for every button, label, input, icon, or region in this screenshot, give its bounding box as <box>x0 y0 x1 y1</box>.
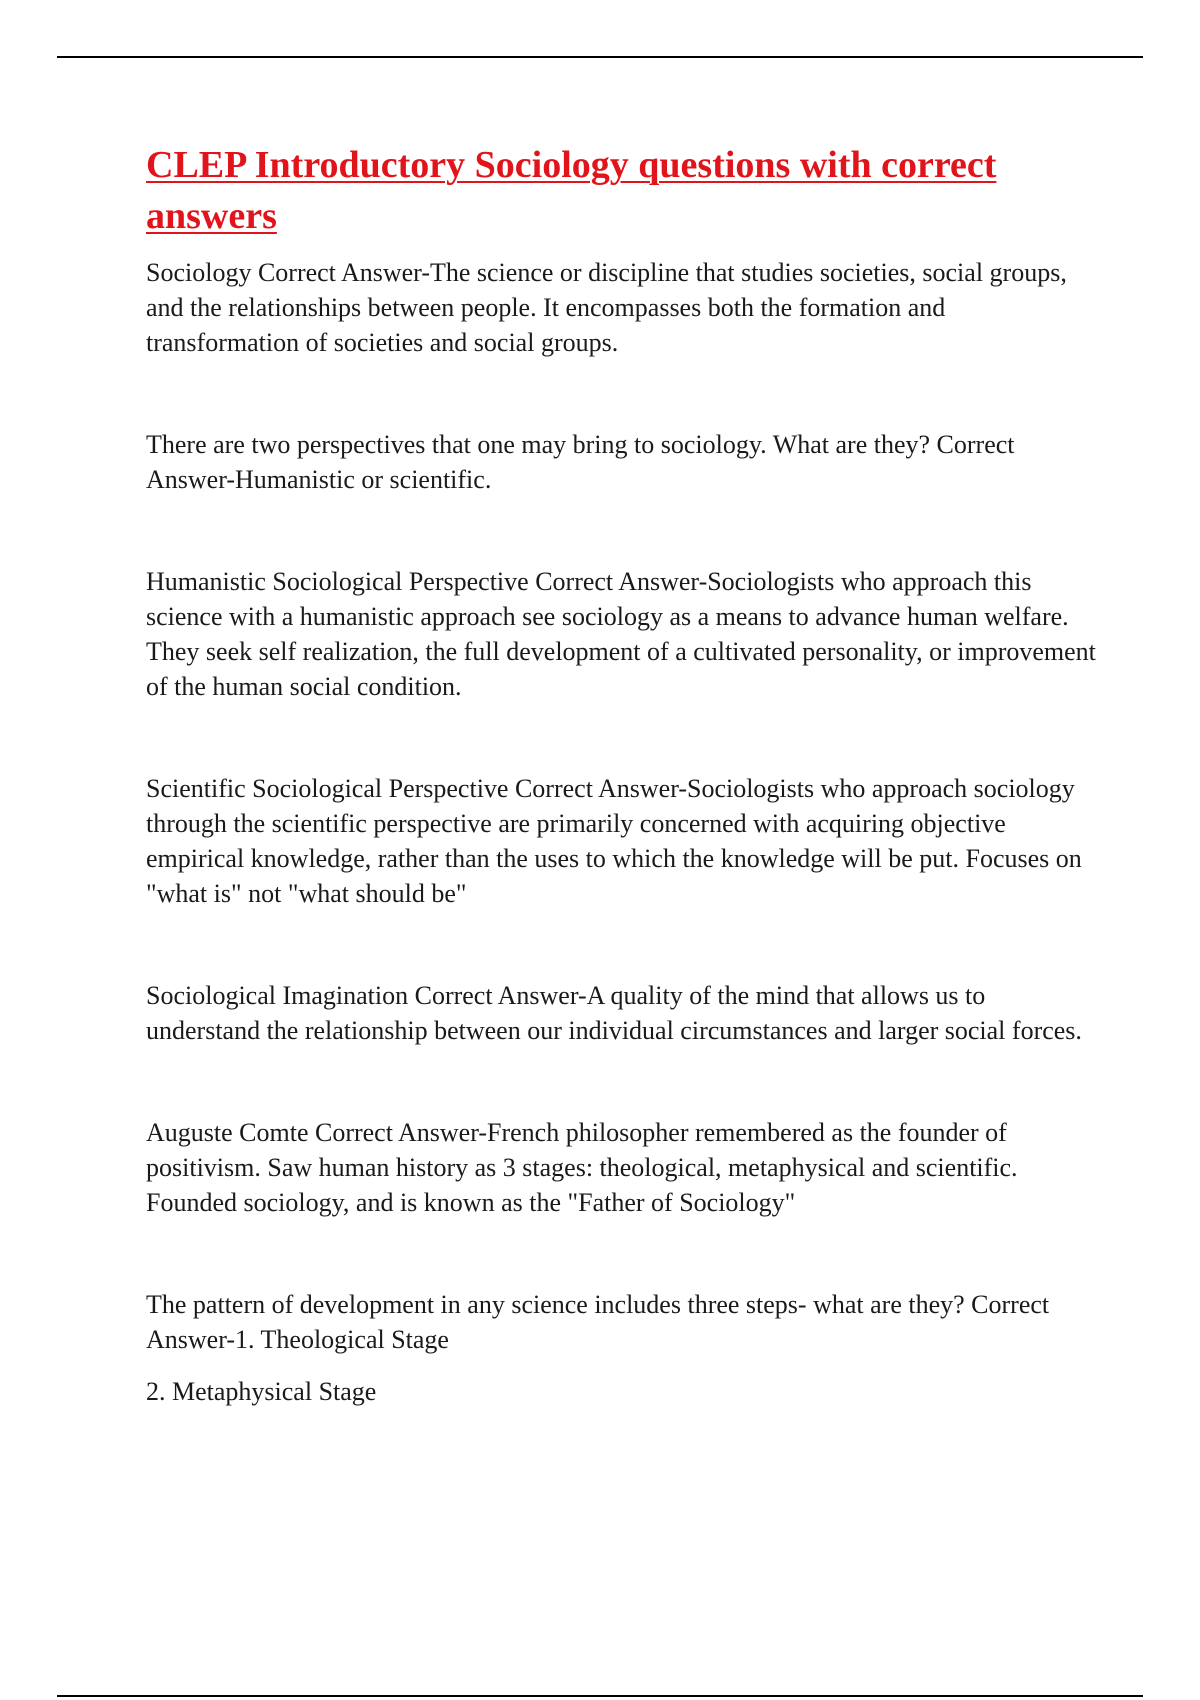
qa-entry-scientific-perspective: Scientific Sociological Perspective Correct Answer-Sociologists who approach sociology through the scientific perspective are primarily concerned with acquiring objective empirical knowledge, rather than the uses to which the knowledge will be put. Focuses on "what is" not "what should be" <box>146 774 1082 908</box>
qa-entry-metaphysical-stage: 2. Metaphysical Stage <box>146 1377 377 1406</box>
qa-entry-two-perspectives: There are two perspectives that one may bring to sociology. What are they? Correct Answer-Humanistic or scientific. <box>146 430 1015 494</box>
page-bottom-rule <box>57 1695 1143 1697</box>
page-top-rule <box>57 56 1143 58</box>
document-body <box>146 140 1096 1409</box>
qa-entry-humanistic-perspective: Humanistic Sociological Perspective Correct Answer-Sociologists who approach this science with a humanistic approach see sociology as a means to advance human welfare. They seek self realization, the full development of a cultivated personality, or improvement of the human social condition. <box>146 567 1096 701</box>
qa-entry-sociology: Sociology Correct Answer-The science or discipline that studies societies, social groups, and the relationships between people. It encompasses both the formation and transformation of societies and social groups. <box>146 258 1067 357</box>
qa-entry-pattern-of-development: The pattern of development in any science includes three steps- what are they? Correct Answer-1. Theological Stage <box>146 1290 1050 1354</box>
document-title: CLEP Introductory Sociology questions with correct answers <box>146 144 997 237</box>
qa-entry-sociological-imagination: Sociological Imagination Correct Answer-A quality of the mind that allows us to understand the relationship between our individual circumstances and larger social forces. <box>146 981 1082 1045</box>
qa-entry-auguste-comte: Auguste Comte Correct Answer-French philosopher remembered as the founder of positivism. Saw human history as 3 stages: theological, metaphysical and scientific. Founded sociology, and is known as the "Father of Sociology" <box>146 1118 1018 1217</box>
